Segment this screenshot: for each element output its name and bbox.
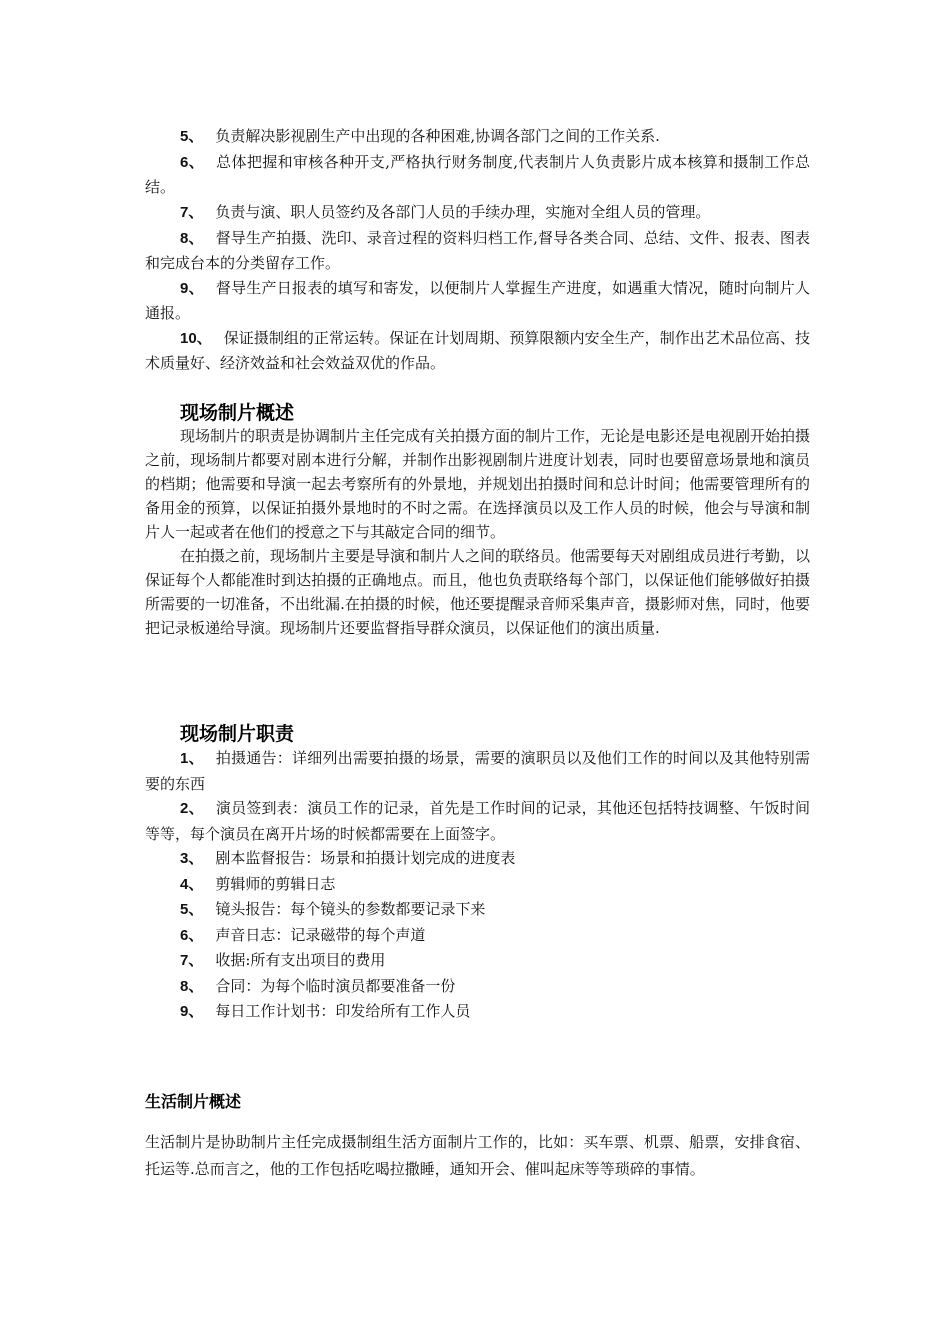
list-item: 7、 负责与演、职人员签约及各部门人员的手续办理，实施对全组人员的管理。 (180, 203, 711, 221)
list-item: 1、 拍摄通告：详细列出需要拍摄的场景，需要的演职员以及他们工作的时间以及其他特别需要的东西 (145, 749, 810, 793)
paragraph: 现场制片的职责是协调制片主任完成有关拍摄方面的制片工作，无论是电影还是电视剧开始拍摄之前，现场制片都要对剧本进行分解，并制作出影视剧制片进度计划表，同时也要留意场景地和演员的档期；他需要和导演一起去考察所有的外景地，并规划出拍摄时间和总计时间；他需要管理所有的备用金的预算，以保证拍摄外景地时的不时之需。在选择演员以及工作人员的时候，他会与导演和制片人一起或者在他们的授意之下与其敲定合同的细节。 (145, 427, 811, 541)
list-item: 5、 镜头报告：每个镜头的参数都要记录下来 (180, 900, 486, 918)
list-item: 7、 收据:所有支出项目的费用 (180, 951, 386, 969)
duties-list (145, 746, 810, 1025)
list-item: 3、 剧本监督报告：场景和拍摄计划完成的进度表 (180, 849, 516, 867)
life-body (145, 1129, 810, 1183)
list-item: 2、 演员签到表：演员工作的记录，首先是工作时间的记录，其他还包括特技调整、午饭时间等等，每个演员在离开片场的时候都需要在上面签字。 (145, 799, 810, 843)
list-item: 9、 每日工作计划书：印发给所有工作人员 (180, 1002, 471, 1020)
section-heading-duties: 现场制片职责 (180, 723, 295, 745)
list-item: 8、 合同：为每个临时演员都要准备一份 (180, 976, 456, 995)
list-item: 8、 督导生产拍摄、洗印、录音过程的资料归档工作,督导各类合同、总结、文件、报表、图表和完成台本的分类留存工作。 (145, 229, 811, 272)
list-item: 4、 剪辑师的剪辑日志 (180, 874, 336, 893)
list-item: 9、 督导生产日报表的填写和寄发，以便制片人掌握生产进度，如遇重大情况，随时向制片人通报。 (145, 279, 810, 322)
paragraph: 在拍摄之前，现场制片主要是导演和制片人之间的联络员。他需要每天对剧组成员进行考勤，以保证每个人都能准时到达拍摄的正确地点。而且，他也负责联络每个部门，以保证他们能够做好拍摄所需要的一切准备，不出纰漏.在拍摄的时候，他还要提醒录音师采集声音，摄影师对焦，同时，他要把记录板递给导演。现场制片还要监督指导群众演员，以保证他们的演出质量. (145, 547, 811, 637)
section-heading-overview: 现场制片概述 (180, 402, 295, 424)
section-heading-life: 生活制片概述 (145, 1092, 242, 1111)
list-item: 6、 总体把握和审核各种开支,严格执行财务制度,代表制片人负责影片成本核算和摄制工作总结。 (145, 153, 811, 196)
list-item: 10、 保证摄制组的正常运转。保证在计划周期、预算限额内安全生产，制作出艺术品位高、技术质量好、经济效益和社会效益双优的作品。 (145, 329, 810, 372)
top-list (145, 124, 810, 375)
list-item: 5、 负责解决影视剧生产中出现的各种困难,协调各部门之间的工作关系. (180, 127, 660, 145)
list-item: 6、 声音日志：记录磁带的每个声道 (180, 925, 426, 944)
paragraph: 生活制片是协助制片主任完成摄制组生活方面制片工作的，比如：买车票、机票、船票，安排食宿、托运等.总而言之，他的工作包括吃喝拉撒睡，通知开会、催叫起床等等琐碎的事情。 (145, 1133, 810, 1178)
overview-body (145, 424, 810, 640)
